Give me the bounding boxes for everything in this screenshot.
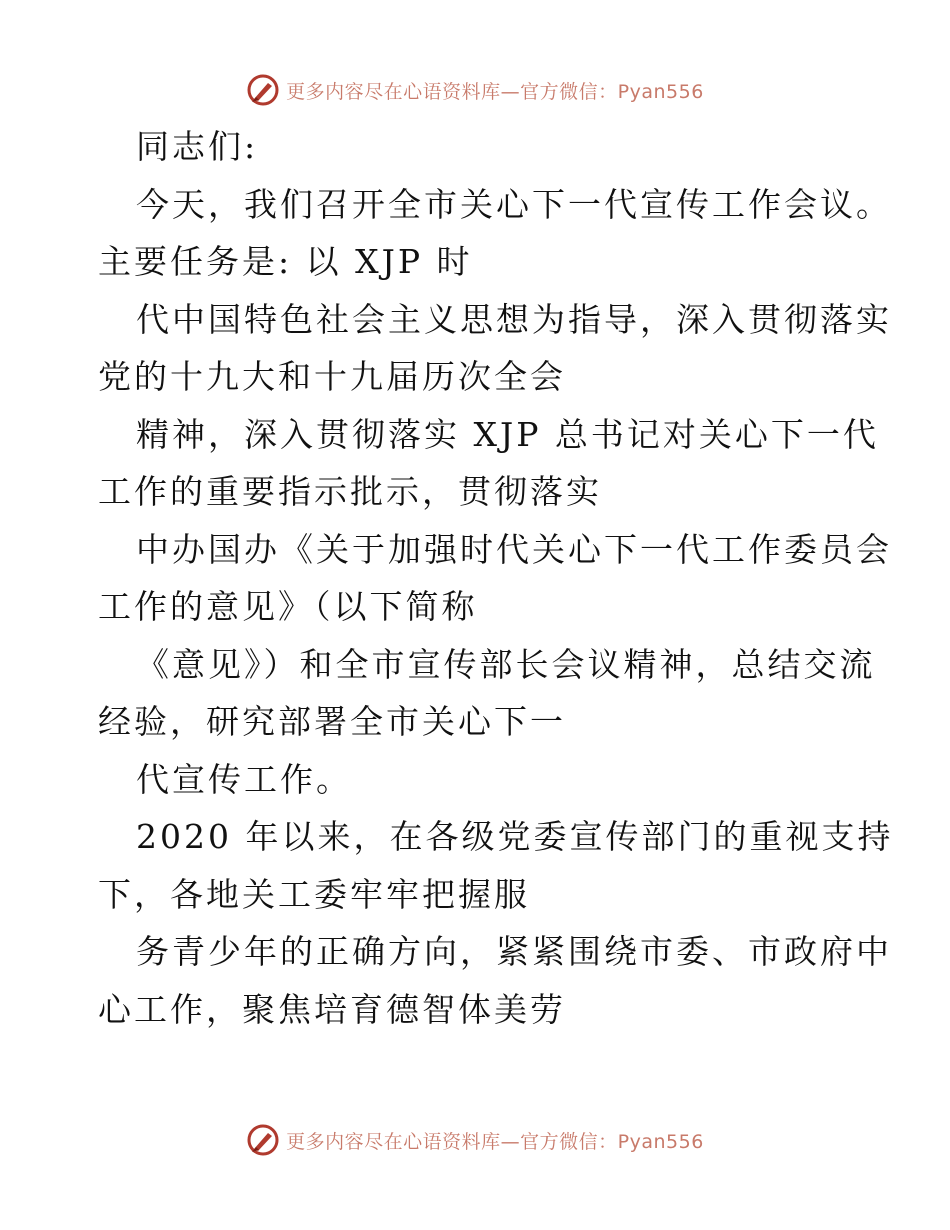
header-banner-text: 更多内容尽在心语资料库—官方微信：Pyan556 xyxy=(286,80,704,103)
paragraph-line: 下，各地关工委牢牢把握服 xyxy=(98,874,530,914)
pen-logo-icon xyxy=(246,1123,280,1157)
paragraph-line: 工作的重要指示批示，贯彻落实 xyxy=(98,472,602,511)
footer-banner xyxy=(0,1120,950,1160)
paragraph-line: 代宣传工作。 xyxy=(136,759,352,799)
paragraph-line: 心工作，聚焦培育德智体美劳 xyxy=(98,989,566,1029)
document-body xyxy=(98,118,894,1038)
paragraph-line: 务青少年的正确方向，紧紧围绕市委、市政府中 xyxy=(136,932,892,971)
paragraph-line: 今天，我们召开全市关心下一代宣传工作会议。 xyxy=(136,184,892,224)
pen-logo-icon xyxy=(246,73,280,107)
header-banner xyxy=(0,70,950,110)
footer-banner-text: 更多内容尽在心语资料库—官方微信：Pyan556 xyxy=(286,1130,704,1153)
paragraph-line: 经验，研究部署全市关心下一 xyxy=(98,702,566,741)
paragraph-line: 同志们: xyxy=(136,127,259,166)
paragraph-line: 代中国特色社会主义思想为指导，深入贯彻落实 xyxy=(136,299,892,339)
paragraph-line: 2020 年以来，在各级党委宣传部门的重视支持 xyxy=(136,817,894,856)
paragraph-line: 党的十九大和十九届历次全会 xyxy=(98,357,566,396)
paragraph-line: 精神，深入贯彻落实 XJP 总书记对关心下一代 xyxy=(136,414,879,454)
paragraph-line: 主要任务是: 以 XJP 时 xyxy=(98,242,473,281)
paragraph-line: 中办国办《关于加强时代关心下一代工作委员会 xyxy=(136,529,892,569)
paragraph-line: 《意见》）和全市宣传部长会议精神，总结交流 xyxy=(136,644,876,684)
paragraph-line: 工作的意见》（以下简称 xyxy=(98,587,478,626)
